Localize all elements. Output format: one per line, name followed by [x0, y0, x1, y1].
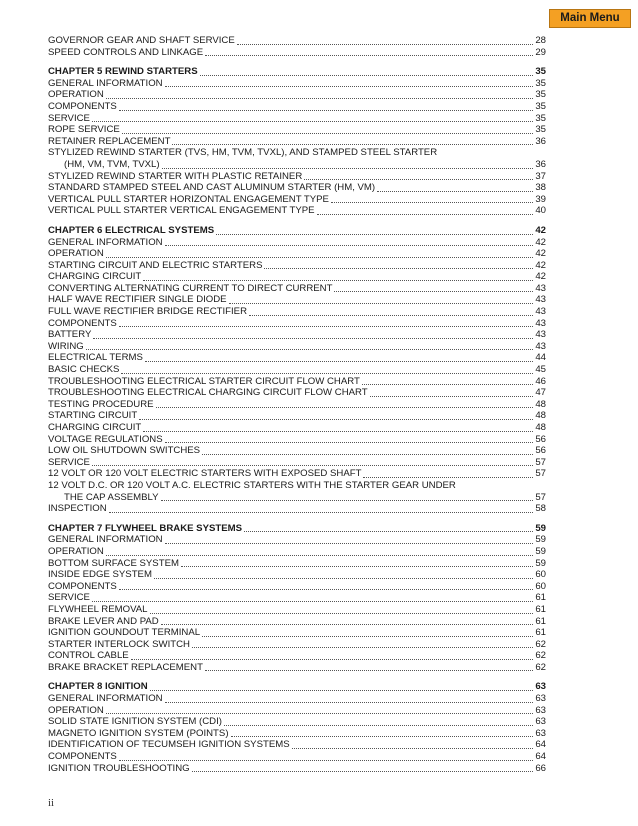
toc-entry-title: COMPONENTS — [48, 317, 117, 329]
toc-dot-leader — [161, 499, 534, 501]
toc-entry[interactable] — [48, 260, 546, 272]
toc-entry-title: TROUBLESHOOTING ELECTRICAL STARTER CIRCUIT FLOW CHART — [48, 375, 360, 387]
toc-entry[interactable] — [48, 341, 546, 353]
toc-page-number: 35 — [535, 100, 546, 112]
toc-entry[interactable] — [48, 376, 546, 388]
toc-entry[interactable] — [48, 248, 546, 260]
toc-entry[interactable] — [48, 399, 546, 411]
toc-page-number: 43 — [535, 282, 546, 294]
toc-dot-leader — [143, 430, 533, 432]
toc-page-number: 46 — [535, 375, 546, 387]
toc-entry[interactable] — [48, 182, 546, 194]
toc-dot-leader — [139, 418, 533, 420]
toc-page-number: 43 — [535, 294, 546, 306]
toc-entry-title: CHAPTER 7 FLYWHEEL BRAKE SYSTEMS — [48, 522, 243, 534]
toc-entry[interactable] — [48, 35, 546, 47]
toc-entry-title: VOLTAGE REGULATIONS — [48, 433, 163, 445]
toc-entry-title: BRAKE LEVER AND PAD — [48, 615, 159, 627]
toc-entry-title: TROUBLESHOOTING ELECTRICAL CHARGING CIRCUIT FLOW CHART — [48, 387, 368, 399]
toc-entry[interactable] — [48, 569, 546, 581]
toc-entry-title: COMPONENTS — [48, 580, 117, 592]
toc-entry-title: CHAPTER 8 IGNITION — [48, 681, 148, 693]
toc-entry[interactable] — [48, 503, 546, 515]
toc-page-number: 57 — [535, 456, 546, 468]
toc-entry[interactable] — [48, 639, 546, 651]
toc-page-number: 47 — [535, 387, 546, 399]
toc-dot-leader — [92, 120, 533, 122]
toc-dot-leader — [202, 453, 533, 455]
toc-dot-leader — [244, 530, 533, 532]
toc-entry[interactable] — [48, 627, 546, 639]
toc-entry-title: BRAKE BRACKET REPLACEMENT — [48, 661, 203, 673]
toc-page-number: 36 — [535, 158, 546, 170]
toc-page-number: 57 — [535, 491, 546, 503]
toc-dot-leader — [202, 635, 533, 637]
toc-dot-leader — [224, 724, 533, 726]
toc-entry-title: IGNITION GOUNDOUT TERMINAL — [48, 627, 201, 639]
toc-entry[interactable] — [48, 329, 546, 341]
toc-entry[interactable] — [48, 318, 546, 330]
toc-entry[interactable] — [48, 751, 546, 763]
toc-entry-title: 12 VOLT OR 120 VOLT ELECTRIC STARTERS WITH EXPOSED SHAFT — [48, 468, 362, 480]
toc-entry[interactable] — [48, 534, 546, 546]
toc-entry-title: (HM, VM, TVM, TVXL) — [64, 158, 160, 170]
toc-entry-title: CHAPTER 6 ELECTRICAL SYSTEMS — [48, 224, 215, 236]
toc-page-number: 35 — [535, 77, 546, 89]
toc-entry[interactable] — [48, 89, 546, 101]
toc-entry-title: BATTERY — [48, 329, 92, 341]
toc-dot-leader — [145, 360, 533, 362]
toc-dot-leader — [192, 646, 533, 648]
toc-dot-leader — [106, 256, 534, 258]
toc-page-number: 35 — [535, 66, 546, 78]
toc-page-number: 59 — [535, 557, 546, 569]
toc-entry-title: THE CAP ASSEMBLY — [64, 491, 159, 503]
toc-entry[interactable] — [48, 457, 546, 469]
toc-page-number: 36 — [535, 135, 546, 147]
toc-entry[interactable] — [48, 592, 546, 604]
toc-entry[interactable] — [48, 205, 546, 217]
toc-chapter-heading[interactable] — [48, 523, 546, 535]
toc-page-number: 42 — [535, 236, 546, 248]
toc-page-number: 28 — [535, 35, 546, 46]
table-of-contents — [48, 35, 546, 774]
toc-page-number: 48 — [535, 398, 546, 410]
toc-dot-leader — [122, 132, 534, 134]
toc-page-number: 64 — [535, 739, 546, 751]
toc-entry-title: MAGNETO IGNITION SYSTEM (POINTS) — [48, 727, 229, 739]
toc-spacer — [48, 515, 546, 523]
toc-page-number: 56 — [535, 445, 546, 457]
toc-page-number: 43 — [535, 340, 546, 352]
toc-dot-leader — [205, 669, 533, 671]
toc-entry-title: COMPONENTS — [48, 751, 117, 763]
toc-entry[interactable] — [48, 237, 546, 249]
toc-dot-leader — [264, 267, 533, 269]
toc-page-number: 63 — [535, 716, 546, 728]
toc-dot-leader — [86, 348, 534, 350]
page-number-footer: ii — [48, 797, 55, 809]
toc-dot-leader — [165, 441, 534, 443]
toc-dot-leader — [363, 476, 533, 478]
toc-dot-leader — [92, 600, 533, 602]
toc-page-number: 40 — [535, 205, 546, 217]
toc-page-number: 62 — [535, 650, 546, 662]
toc-dot-leader — [106, 712, 534, 714]
toc-spacer — [48, 673, 546, 681]
toc-entry[interactable] — [48, 113, 546, 125]
toc-entry-title: ELECTRICAL TERMS — [48, 352, 143, 364]
toc-dot-leader — [119, 759, 534, 761]
toc-entry[interactable] — [48, 662, 546, 674]
toc-entry[interactable] — [48, 294, 546, 306]
toc-page-number: 48 — [535, 422, 546, 433]
toc-dot-leader — [165, 701, 534, 703]
toc-entry[interactable] — [48, 728, 546, 740]
toc-entry-title: CHARGING CIRCUIT — [48, 271, 142, 283]
toc-entry-title: 12 VOLT D.C. OR 120 VOLT A.C. ELECTRIC STARTERS WITH THE STARTER GEAR UNDER — [48, 479, 456, 491]
toc-page-number: 62 — [535, 661, 546, 673]
toc-page-number: 45 — [535, 364, 546, 376]
toc-entry[interactable] — [48, 387, 546, 399]
toc-entry-title: HALF WAVE RECTIFIER SINGLE DIODE — [48, 294, 227, 306]
toc-page-number: 44 — [535, 352, 546, 364]
toc-entry[interactable] — [48, 101, 546, 113]
toc-dot-leader — [192, 770, 534, 772]
toc-entry[interactable] — [48, 194, 546, 206]
toc-page-number: 37 — [535, 170, 546, 182]
toc-spacer — [48, 58, 546, 66]
toc-page-number: 61 — [535, 592, 546, 604]
toc-page-number: 42 — [535, 271, 546, 283]
toc-entry-title: SERVICE — [48, 456, 90, 468]
toc-dot-leader — [165, 244, 534, 246]
toc-dot-leader — [131, 658, 534, 660]
toc-dot-leader — [165, 85, 534, 87]
toc-entry-title: CONVERTING ALTERNATING CURRENT TO DIRECT CURRENT — [48, 282, 333, 294]
toc-page-number: 35 — [535, 112, 546, 124]
toc-dot-leader — [119, 325, 534, 327]
toc-entry-title: GENERAL INFORMATION — [48, 77, 163, 89]
toc-dot-leader — [229, 302, 534, 304]
toc-entry[interactable] — [48, 739, 546, 751]
toc-entry-title: TESTING PROCEDURE — [48, 398, 154, 410]
toc-dot-leader — [162, 167, 534, 169]
toc-entry-title: SOLID STATE IGNITION SYSTEM (CDI) — [48, 716, 222, 728]
toc-dot-leader — [119, 588, 534, 590]
toc-entry-title: STYLIZED REWIND STARTER WITH PLASTIC RETAINER — [48, 170, 303, 182]
toc-entry[interactable] — [48, 763, 546, 775]
toc-page-number: 63 — [535, 693, 546, 705]
toc-dot-leader — [106, 554, 534, 556]
toc-entry-title: INSIDE EDGE SYSTEM — [48, 569, 152, 581]
toc-page-number: 66 — [535, 762, 546, 774]
toc-entry-title: LOW OIL SHUTDOWN SWITCHES — [48, 445, 201, 457]
toc-dot-leader — [143, 279, 533, 281]
toc-entry[interactable] — [48, 147, 546, 159]
toc-entry-title: STARTING CIRCUIT — [48, 410, 138, 422]
toc-dot-leader — [216, 233, 533, 235]
toc-entry[interactable] — [48, 171, 546, 183]
toc-entry[interactable] — [48, 78, 546, 90]
toc-dot-leader — [93, 337, 533, 339]
toc-chapter-heading[interactable] — [48, 66, 546, 78]
toc-dot-leader — [92, 464, 533, 466]
toc-dot-leader — [156, 406, 534, 408]
toc-chapter-heading[interactable] — [48, 225, 546, 237]
toc-page-number: 35 — [535, 124, 546, 136]
toc-dot-leader — [237, 43, 534, 45]
toc-entry[interactable] — [48, 136, 546, 148]
toc-spacer — [48, 217, 546, 225]
toc-entry-title: INSPECTION — [48, 503, 107, 515]
toc-entry[interactable] — [48, 581, 546, 593]
toc-entry-title: OPERATION — [48, 248, 104, 260]
toc-dot-leader — [161, 623, 534, 625]
toc-page-number: 42 — [535, 248, 546, 260]
toc-page-number: 63 — [535, 727, 546, 739]
toc-entry[interactable] — [48, 546, 546, 558]
toc-dot-leader — [106, 97, 534, 99]
toc-entry-title: OPERATION — [48, 545, 104, 557]
toc-page-number: 61 — [535, 603, 546, 615]
toc-entry[interactable] — [48, 124, 546, 136]
toc-entry[interactable] — [48, 306, 546, 318]
toc-dot-leader — [150, 689, 534, 691]
toc-entry[interactable] — [48, 271, 546, 283]
toc-entry-title: STANDARD STAMPED STEEL AND CAST ALUMINUM STARTER (HM, VM) — [48, 182, 376, 194]
toc-dot-leader — [317, 213, 534, 215]
toc-entry[interactable] — [48, 159, 546, 171]
toc-page-number: 60 — [535, 569, 546, 581]
toc-page-number: 62 — [535, 638, 546, 650]
toc-dot-leader — [150, 612, 534, 614]
toc-page-number: 57 — [535, 468, 546, 480]
toc-entry-title: VERTICAL PULL STARTER HORIZONTAL ENGAGEMENT TYPE — [48, 193, 329, 205]
toc-page-number: 35 — [535, 89, 546, 101]
toc-page-number: 58 — [535, 503, 546, 515]
toc-entry-title: CHARGING CIRCUIT — [48, 422, 142, 433]
toc-entry[interactable] — [48, 480, 546, 492]
toc-dot-leader — [370, 395, 534, 397]
toc-page-number: 42 — [535, 224, 546, 236]
toc-page-number: 43 — [535, 317, 546, 329]
toc-entry-title: OPERATION — [48, 89, 104, 101]
toc-entry-title: SERVICE — [48, 112, 90, 124]
toc-entry-title: GENERAL INFORMATION — [48, 534, 163, 546]
toc-entry-title: CHAPTER 5 REWIND STARTERS — [48, 66, 198, 78]
toc-entry-title: STARTING CIRCUIT AND ELECTRIC STARTERS — [48, 259, 263, 271]
toc-entry[interactable] — [48, 705, 546, 717]
toc-dot-leader — [165, 542, 534, 544]
toc-page-number: 59 — [535, 534, 546, 546]
toc-dot-leader — [205, 54, 533, 56]
toc-dot-leader — [331, 201, 533, 203]
toc-entry-title: STARTER INTERLOCK SWITCH — [48, 638, 190, 650]
toc-page-number: 29 — [535, 46, 546, 58]
toc-entry-title: GENERAL INFORMATION — [48, 236, 163, 248]
toc-dot-leader — [154, 577, 533, 579]
toc-page-number: 61 — [535, 615, 546, 627]
toc-page-number: 59 — [535, 522, 546, 534]
toc-entry-title: IDENTIFICATION OF TECUMSEH IGNITION SYSTEMS — [48, 739, 290, 751]
toc-entry-title: BOTTOM SURFACE SYSTEM — [48, 557, 179, 569]
toc-page-number: 63 — [535, 704, 546, 716]
toc-chapter-heading[interactable] — [48, 681, 546, 693]
toc-entry[interactable] — [48, 47, 546, 59]
toc-dot-leader — [119, 109, 534, 111]
toc-entry[interactable] — [48, 434, 546, 446]
toc-entry-title: OPERATION — [48, 704, 104, 716]
toc-entry[interactable] — [48, 716, 546, 728]
toc-entry-title: FLYWHEEL REMOVAL — [48, 603, 148, 615]
toc-page-number: 63 — [535, 681, 546, 693]
toc-entry[interactable] — [48, 352, 546, 364]
toc-dot-leader — [200, 74, 534, 76]
toc-dot-leader — [181, 565, 533, 567]
toc-entry[interactable] — [48, 492, 546, 504]
toc-entry[interactable] — [48, 410, 546, 422]
toc-page-number: 39 — [535, 193, 546, 205]
toc-entry[interactable] — [48, 558, 546, 570]
toc-page-number: 38 — [535, 182, 546, 194]
main-menu-button[interactable]: Main Menu — [549, 9, 631, 28]
toc-page-number: 43 — [535, 306, 546, 318]
toc-page-number: 42 — [535, 259, 546, 271]
toc-entry-title: STYLIZED REWIND STARTER (TVS, HM, TVM, TVXL), AND STAMPED STEEL STARTER — [48, 147, 438, 159]
toc-entry[interactable] — [48, 422, 546, 434]
toc-dot-leader — [249, 314, 533, 316]
toc-entry[interactable] — [48, 364, 546, 376]
toc-page-number: 60 — [535, 580, 546, 592]
toc-entry-title: ROPE SERVICE — [48, 124, 120, 136]
toc-dot-leader — [377, 190, 533, 192]
toc-entry[interactable] — [48, 445, 546, 457]
toc-dot-leader — [334, 290, 533, 292]
toc-entry-title: GOVERNOR GEAR AND SHAFT SERVICE — [48, 35, 235, 46]
toc-entry[interactable] — [48, 604, 546, 616]
toc-entry-title: SPEED CONTROLS AND LINKAGE — [48, 46, 204, 58]
toc-entry-title: WIRING — [48, 340, 84, 352]
toc-page-number: 61 — [535, 627, 546, 639]
toc-entry[interactable] — [48, 468, 546, 480]
toc-page-number: 64 — [535, 751, 546, 763]
toc-entry-title: GENERAL INFORMATION — [48, 693, 163, 705]
toc-dot-leader — [362, 383, 533, 385]
toc-entry-title: RETAINER REPLACEMENT — [48, 135, 171, 147]
toc-entry-title: SERVICE — [48, 592, 90, 604]
toc-entry-title: BASIC CHECKS — [48, 364, 120, 376]
toc-entry-title: FULL WAVE RECTIFIER BRIDGE RECTIFIER — [48, 306, 247, 318]
toc-dot-leader — [121, 372, 533, 374]
toc-page-number: 43 — [535, 329, 546, 341]
toc-page-number: 48 — [535, 410, 546, 422]
toc-entry-title: CONTROL CABLE — [48, 650, 129, 662]
toc-entry[interactable] — [48, 616, 546, 628]
toc-dot-leader — [292, 747, 534, 749]
toc-dot-leader — [231, 735, 534, 737]
toc-entry[interactable] — [48, 693, 546, 705]
toc-dot-leader — [304, 178, 533, 180]
toc-page-number: 56 — [535, 433, 546, 445]
toc-entry[interactable] — [48, 283, 546, 295]
toc-entry-title: COMPONENTS — [48, 100, 117, 112]
toc-entry[interactable] — [48, 650, 546, 662]
toc-entry-title: VERTICAL PULL STARTER VERTICAL ENGAGEMENT TYPE — [48, 205, 315, 217]
toc-entry-title: IGNITION TROUBLESHOOTING — [48, 762, 190, 774]
toc-page-number: 59 — [535, 545, 546, 557]
toc-dot-leader — [172, 143, 533, 145]
toc-dot-leader — [109, 511, 534, 513]
